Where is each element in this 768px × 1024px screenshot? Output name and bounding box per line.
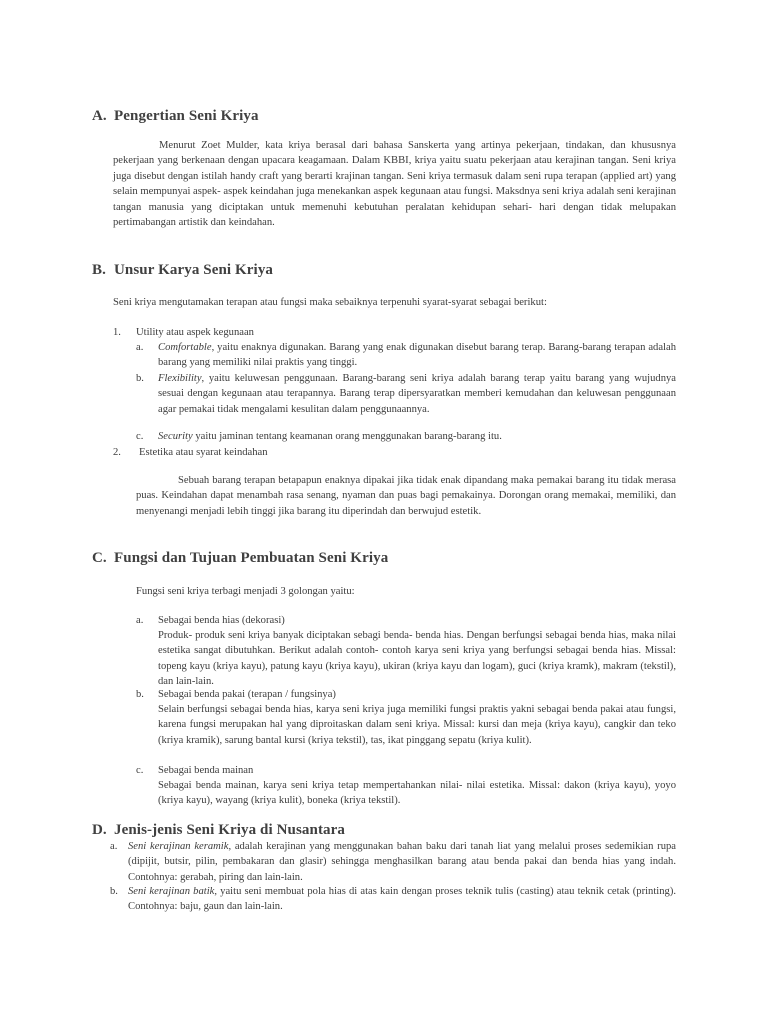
section-d-title: Jenis-jenis Seni Kriya di Nusantara [114,822,346,838]
function-body-hias: Produk- produk seni kriya banyak diciptakan sebagi benda- benda hias. Dengan berfungsi sebagai benda hias, maka nilai estetika sangat dibutuhkan. Berikut adalah contoh- contoh karya seni kriya yang berfungsi sebagai benda hias. Missal: topeng kayu (kriya kayu), patung kayu (kriya kayu), ukiran (kriya kayu dan logam), guci (kriya kramk), makram (tekstil), dan lain-lain. [158,630,676,688]
list-item-utility: Utility atau aspek kegunaan [136,327,254,338]
term-security: Security [158,431,193,442]
section-b-title: Unsur Karya Seni Kriya [114,262,274,278]
section-a-heading [92,108,259,125]
function-heading-hias: Sebagai benda hias (dekorasi) [158,615,285,626]
section-d-heading [92,822,345,839]
function-body-pakai: Selain berfungsi sebagai benda hias, karya seni kriya juga memiliki fungsi praktis yakni sebagai benda pakai atau fungsi, karena fungsi merupakan hal yang diproitaskan dalam seni kriya. Missal: kursi dan meja (kriya kayu), cangkir dan teko (kriya kramik), sarung bantal kursi (kriya tekstil), tas, ikat pinggang sepatu (kriya kulit). [158,704,676,746]
type-item-keramik [128,839,676,885]
section-b-paragraph: Sebuah barang terapan betapapun enaknya dipakai jika tidak enak dipandang maka pemakai barang itu tidak merasa puas. Keindahan dapat menambah rasa senang, nyaman dan puas bagi pemakainya. Dorongan orang memakai, memiliki, dan menyenangi menjadi lebih tinggi jika barang itu diperindah dan berwujud estetik. [136,475,676,517]
sublist-item-security [158,429,676,444]
keramik-text: adalah kerajinan yang menggunakan bahan baku dari tanah liat yang melalui proses sedemikian rupa (dipijit, butsir, pilin, pembakaran dan glasir) sehingga menghasilkan barang atau benda pakai dan benda hias yang indah. Contohnya: gerabah, piring dan lain-lain. [128,841,676,883]
security-text: yaitu jaminan tentang keamanan orang menggunakan barang-barang itu. [192,431,502,442]
term-batik: Seni kerajinan batik, [128,886,218,897]
function-marker-a: a. [136,615,144,626]
type-marker-a: a. [110,841,118,852]
section-b-intro: Seni kriya mengutamakan terapan atau fungsi maka sebaiknya terpenuhi syarat-syarat sebagai berikut: [113,297,547,308]
section-c-intro: Fungsi seni kriya terbagi menjadi 3 golongan yaitu: [136,586,355,597]
section-a-title: Pengertian Seni Kriya [114,108,259,124]
section-d-marker: D. [92,822,107,838]
section-b-heading [92,262,273,279]
sublist-item-comfortable [158,340,676,371]
sublist-marker-b: b. [136,373,144,384]
function-marker-b: b. [136,689,144,700]
term-keramik: Seni kerajinan keramik, [128,841,232,852]
function-body-mainan: Sebagai benda mainan, karya seni kriya tetap mempertahankan nilai- nilai estetika. Missal: dakon (kriya kayu), yoyo (kriya kayu), wayang (kriya kulit), boneka (kriya tekstil). [158,780,676,807]
sublist-marker-a: a. [136,342,144,353]
section-a-paragraph: Menurut Zoet Mulder, kata kriya berasal dari bahasa Sanskerta yang artinya pekerjaan, tindakan, dan khususnya pekerjaan yang berkenaan dengan upacara keagamaan. Dalam KBBI, kriya yaitu suatu pekerjaan atau kerajinan tangan. Seni kriya juga disebut dengan istilah handy craft yang berarti krajinan tangan. Seni kriya termasuk dalam seni rupa terapan (applied art) yang selain mempunyai aspek- aspek keindahan juga menekankan aspek kegunaan atau fungsi. Maksdnya seni kriya adalah seni kerajinan tangan manusia yang diciptakan untuk memenuhi kebutuhan peralatan kehidupan sehari- hari dengan tidak melupakan pertimabangan artistik dan keindahan. [113,140,676,229]
comfortable-text: , yaitu enaknya digunakan. Barang yang enak digunakan disebut barang terap. Barang-barang terapan adalah barang yang memiliki nilai praktis yang tinggi. [158,342,676,369]
section-c-heading [92,550,388,567]
function-heading-pakai: Sebagai benda pakai (terapan / fungsinya) [158,689,336,700]
function-heading-mainan: Sebagai benda mainan [158,765,254,776]
term-comfortable: Comfortable [158,342,212,353]
type-item-batik [128,884,676,915]
list-marker-2: 2. [113,447,121,458]
flexibility-text: , yaitu keluwesan penggunaan. Barang-barang seni kriya adalah barang terap yaitu barang yang wujudnya sesuai dengan kegunaan atau terapannya. Barang terap dipersyaratkan memberi kemudahan dan keluwesan penggunaan agar pemakai tidak mengalami kesulitan dalam penggunaannya. [158,373,676,415]
type-marker-b: b. [110,886,118,897]
section-b-marker: B. [92,262,106,278]
sublist-item-flexibility [158,371,676,417]
term-flexibility: Flexibility [158,373,202,384]
list-item-estetika: Estetika atau syarat keindahan [139,447,268,458]
batik-text: yaitu seni membuat pola hias di atas kain dengan proses teknik tulis (casting) atau teknik cetak (printing). Contohnya: baju, gaun dan lain-lain. [128,886,676,913]
section-c-marker: C. [92,550,107,566]
section-a-marker: A. [92,108,107,124]
section-c-title: Fungsi dan Tujuan Pembuatan Seni Kriya [114,550,389,566]
function-marker-c: c. [136,765,144,776]
sublist-marker-c: c. [136,431,144,442]
list-marker-1: 1. [113,327,121,338]
